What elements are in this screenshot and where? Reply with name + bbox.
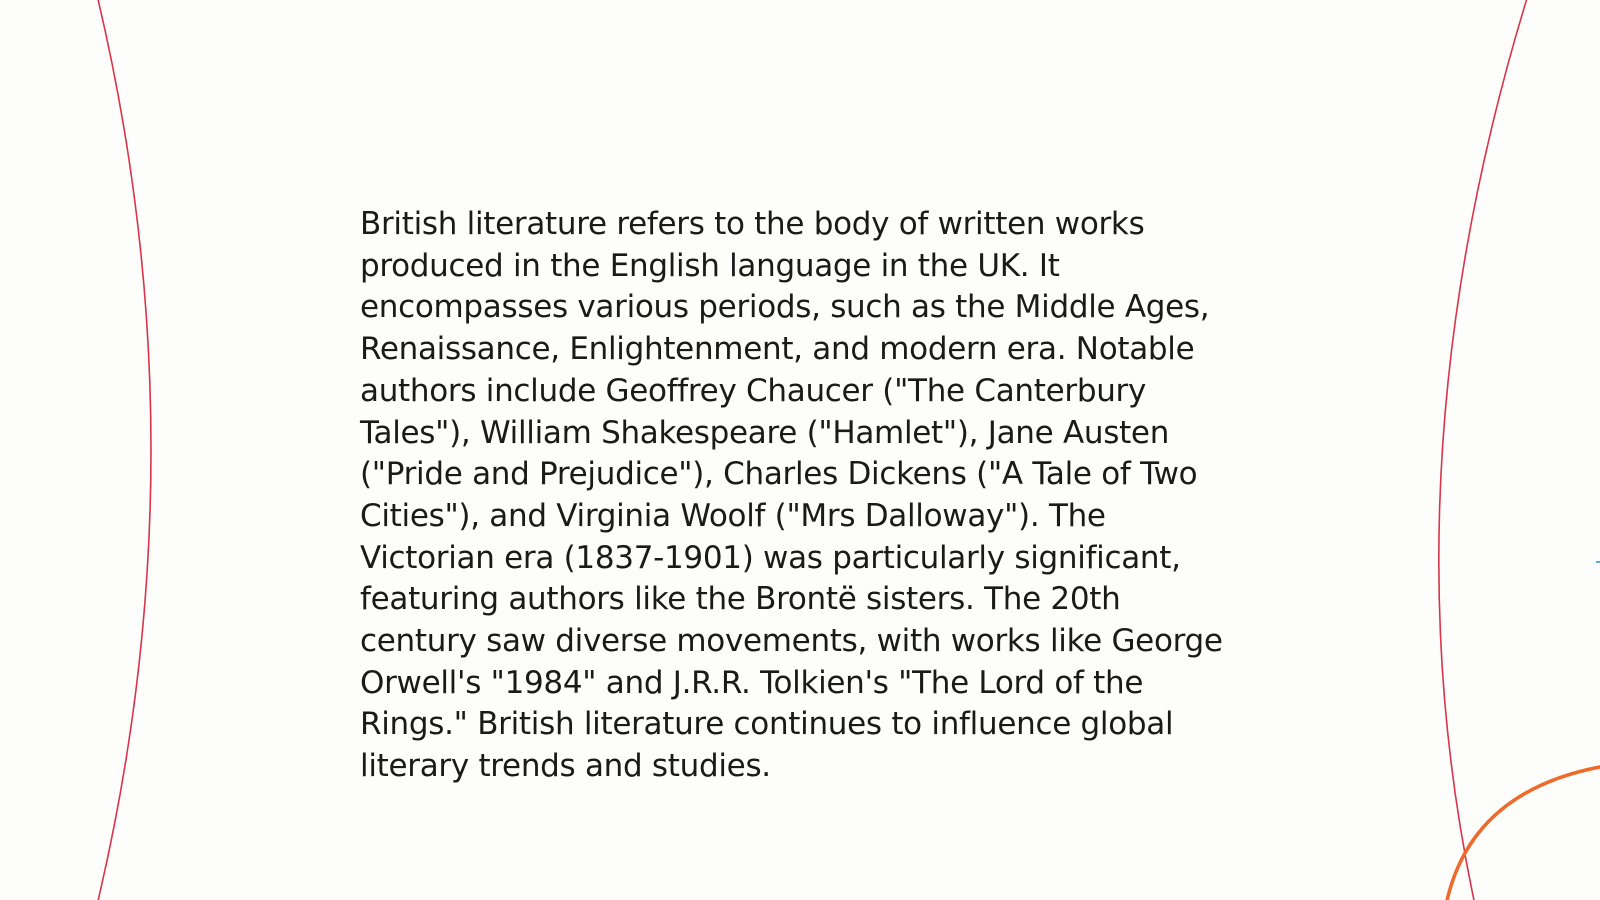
body-paragraph: British literature refers to the body of written works produced in the English language in the UK. It encompasses various periods, such as the Middle Ages, Renaissance, Enlightenment, and modern era. Notable authors include Geoffrey Chaucer ("The Canterbury Tales"), William Shakespeare ("Hamlet"), Jane Austen ("Pride and Prejudice"), Charles Dickens ("A Tale of Two Cities"), and Virginia Woolf ("Mrs Dalloway"). The Victorian era (1837-1901) was particularly significant, featuring authors like the Brontë sisters. The 20th century saw diverse movements, with works like George Orwell's "1984" and J.R.R. Tolkien's "The Lord of the Rings." British literature continues to influence global literary trends and studies. xyxy=(360,206,1223,785)
left-curve-line xyxy=(97,0,151,900)
right-curve-line xyxy=(1439,0,1528,900)
